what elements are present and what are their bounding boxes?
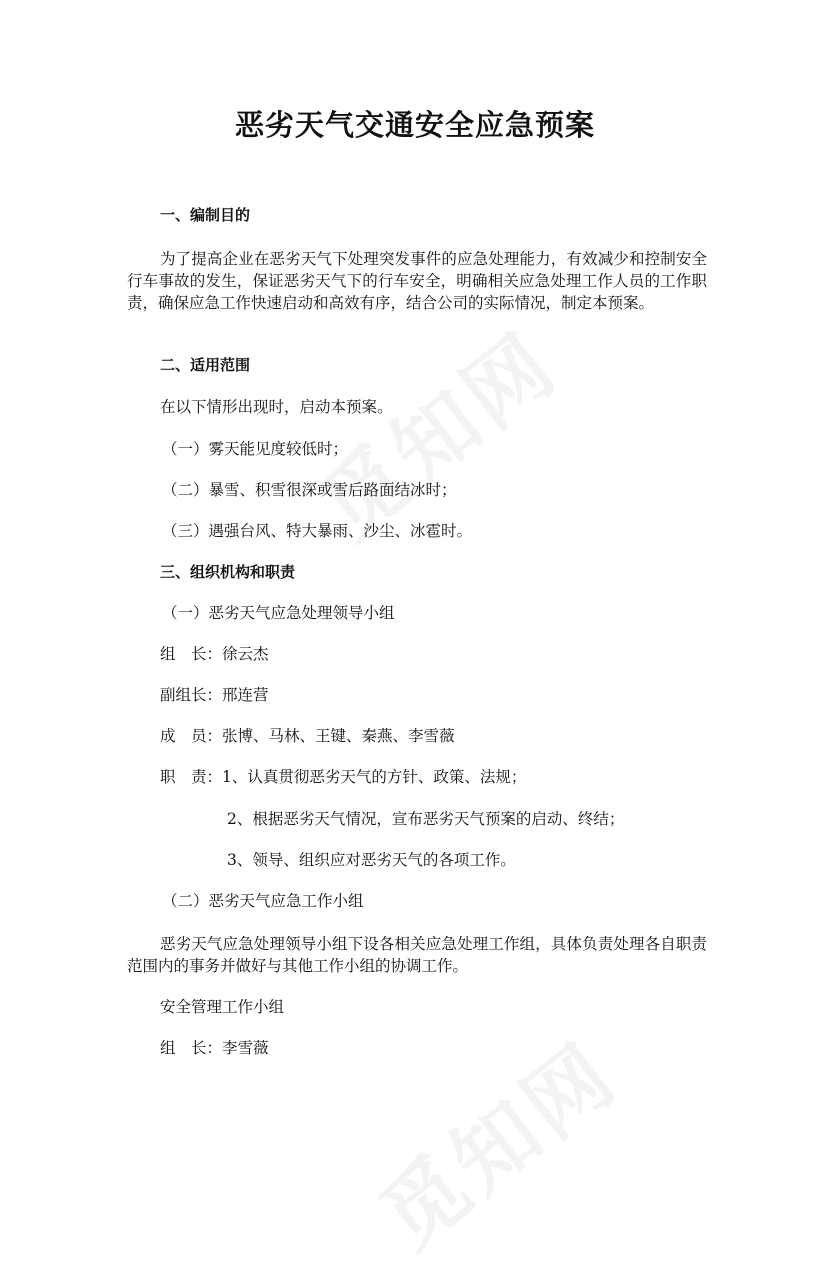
leader-line: 组 长：徐云杰 (160, 645, 269, 663)
document-title: 恶劣天气交通安全应急预案 (234, 108, 595, 142)
duty-line: 职 责：1、认真贯彻恶劣天气的方针、政策、法规； (160, 768, 527, 786)
watermark (351, 1010, 638, 1271)
section-paragraph: 恶劣天气应急处理领导小组下设各相关应急处理工作组，具体负责处理各自职责范围内的事务并做好与其他工作小组的协调工作。 (127, 935, 707, 975)
deputy-line: 副组长：邢连营 (160, 686, 269, 704)
section-intro: 在以下情形出现时，启动本预案。 (160, 398, 393, 416)
list-item: （一）雾天能见度较低时； (162, 440, 349, 458)
section-heading: 一、编制目的 (160, 206, 251, 224)
section-heading: 二、适用范围 (160, 356, 251, 374)
duty-line: 3、领导、组织应对恶劣天气的各项工作。 (227, 851, 516, 869)
leader-line: 组 长：李雪薇 (160, 1039, 269, 1057)
subsection-title: （一）恶劣天气应急处理领导小组 (162, 604, 395, 622)
list-item: （三）遇强台风、特大暴雨、沙尘、冰雹时。 (162, 522, 473, 540)
section-paragraph: 为了提高企业在恶劣天气下处理突发事件的应急处理能力，有效减少和控制安全行车事故的发生，保证恶劣天气下的行车安全，明确相关应急处理工作人员的工作职责，确保应急工作快速启动和高效有序，结合公司的实际情况，制定本预案。 (127, 250, 707, 312)
list-item: （二）暴雪、积雪很深或雪后路面结冰时； (162, 481, 457, 499)
duty-line: 2、根据恶劣天气情况，宣布恶劣天气预案的启动、终结； (227, 810, 625, 828)
members-line: 成 员：张博、马林、王键、秦燕、李雪薇 (160, 727, 455, 745)
section-heading: 三、组织机构和职责 (160, 563, 296, 581)
subgroup-title: 安全管理工作小组 (160, 998, 285, 1016)
subsection-title: （二）恶劣天气应急工作小组 (162, 892, 364, 910)
